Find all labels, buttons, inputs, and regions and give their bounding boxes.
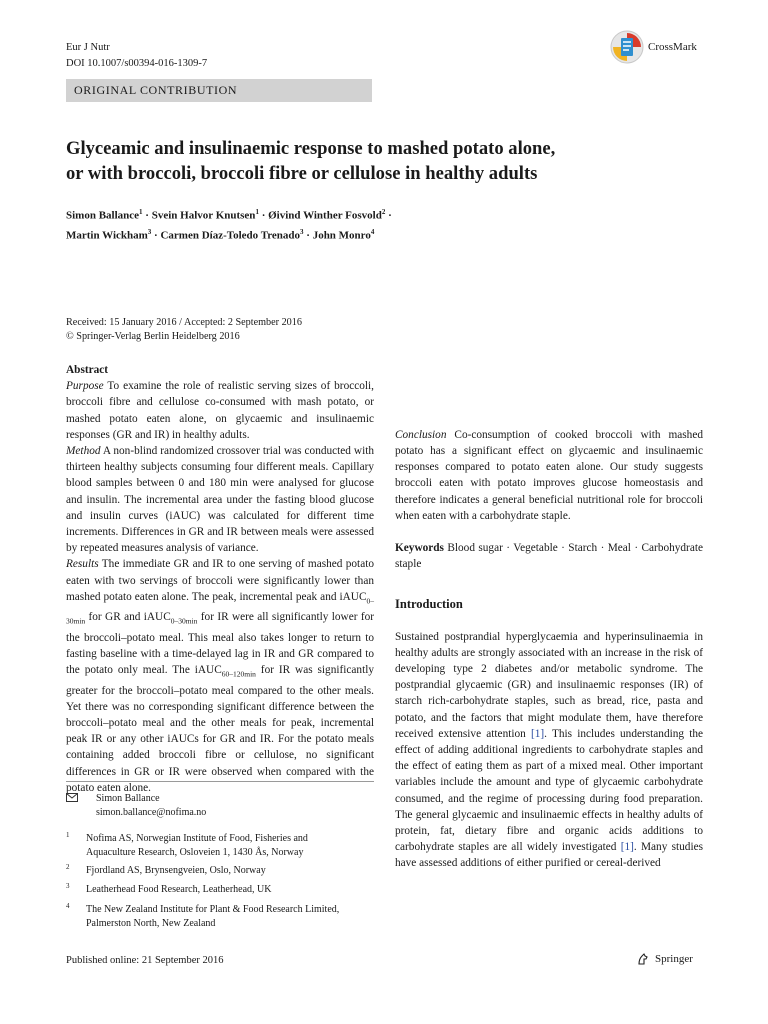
subscript: 60–120min bbox=[221, 669, 256, 679]
abstract-purpose bbox=[66, 378, 374, 443]
introduction-heading: Introduction bbox=[395, 597, 463, 612]
keywords-label: Keywords bbox=[395, 542, 444, 555]
publisher-name: Springer bbox=[655, 953, 693, 965]
copyright: © Springer-Verlag Berlin Heidelberg 2016 bbox=[66, 331, 240, 342]
crossmark-icon bbox=[610, 30, 644, 64]
affiliation-text: Fjordland AS, Brynsengveien, Oslo, Norway bbox=[86, 865, 266, 876]
title-line-2: or with broccoli, broccoli fibre or cellulose in healthy adults bbox=[66, 163, 538, 184]
abstract-heading: Abstract bbox=[66, 364, 109, 376]
author-affiliation-mark: 3 bbox=[300, 227, 304, 236]
method-text: A non-blind randomized crossover trial was conducted with thirteen healthy subjects consuming four different meals. Capillary blood samples between 0 and 180 min were analysed for glucose and insulin. The incremental area under the fasting blood glucose and insulin curves (iAUC) was calculated for different time increments. Differences in GR and IR between meals were assessed by repeated measures analysis of variance. bbox=[66, 445, 375, 555]
results-text: for IR was significantly greater for the broccoli–potato meal compared to the other meals. Yet there was no corresponding significant difference between the broccoli–potato meal and the other meals for peak, incremental peak IR or any other iAUCs for GR and IR. For the potato meals containing added broccoli fibre or cellulose, no significant differences in GR or IR were observed when compared with the potato eaten alone. bbox=[66, 664, 374, 794]
publisher-logo bbox=[636, 952, 693, 966]
article-title bbox=[66, 136, 706, 186]
affiliation-text: Nofima AS, Norwegian Institute of Food, Fisheries and Aquaculture Research, Osloveien 1, 1430 Ås, Norway bbox=[86, 833, 308, 858]
keywords bbox=[395, 540, 703, 572]
author-name[interactable]: Svein Halvor Knutsen bbox=[151, 209, 256, 222]
received-accepted: Received: 15 January 2016 / Accepted: 2 September 2016 bbox=[66, 317, 302, 328]
author-affiliation-mark: 1 bbox=[255, 208, 259, 216]
contact-email[interactable]: simon.ballance@nofima.no bbox=[96, 807, 207, 818]
abstract-continuation-spacer bbox=[395, 362, 703, 427]
results-text: The immediate GR and IR to one serving of mashed potato eaten with two servings of broccoli were significantly lower than mashed potato eaten alone. The peak, incremental peak and iAUC bbox=[66, 558, 374, 603]
published-online: Published online: 21 September 2016 bbox=[66, 955, 224, 966]
conclusion-text: Co-consumption of cooked broccoli with mashed potato has a significant effect on glycaemic and insulinaemic responses compared to potato eaten alone. Our study suggests broccoli eaten with potato improves glucose homeostasis and therefore indicates a general beneficial nutritional role for broccoli when eaten with a carbohydrate staple. bbox=[395, 428, 703, 522]
author-list: Simon Ballance$^1$ · Svein Halvor Knutsen$^1$ · Øivind Winther Fosvold$^2$ · Martin Wickham$^3$ · Carmen Díaz-Toledo Trenado$^3$ · John Monro$^4$ bbox=[66, 208, 392, 242]
author-name[interactable]: Carmen Díaz-Toledo Trenado bbox=[160, 229, 301, 242]
subscript: 0–30min bbox=[170, 616, 198, 626]
keywords-text: Blood sugar · Vegetable · Starch · Meal · Carbohydrate staple bbox=[395, 542, 703, 571]
affiliation-text: The New Zealand Institute for Plant & Food Research Limited, Palmerston North, New Zealand bbox=[86, 904, 340, 929]
mail-icon bbox=[66, 793, 78, 802]
author-name[interactable]: Martin Wickham bbox=[66, 229, 148, 242]
author-affiliation-mark: 4 bbox=[370, 227, 375, 236]
abstract-section bbox=[66, 362, 374, 796]
title-line-1: Glyceamic and insulinaemic response to mashed potato alone, bbox=[66, 138, 556, 159]
journal-name: Eur J Nutr bbox=[66, 42, 110, 53]
footnote-divider bbox=[66, 781, 374, 782]
author-affiliation-mark: 2 bbox=[381, 208, 386, 216]
citation-link[interactable]: [1] bbox=[530, 727, 545, 740]
article-type-banner: ORIGINAL CONTRIBUTION bbox=[66, 79, 372, 102]
crossmark-badge[interactable] bbox=[610, 30, 697, 64]
article-dates bbox=[66, 316, 302, 344]
affiliation-number: 3 bbox=[66, 882, 70, 890]
author-name[interactable]: John Monro bbox=[312, 229, 371, 242]
subscript: 0–30min bbox=[66, 596, 374, 626]
doi[interactable]: DOI 10.1007/s00394-016-1309-7 bbox=[66, 58, 208, 69]
author-name[interactable]: Simon Ballance bbox=[66, 209, 140, 222]
method-label: Method bbox=[66, 445, 101, 458]
springer-horse-icon bbox=[636, 952, 650, 966]
author-affiliation-mark: 1 bbox=[139, 208, 143, 216]
journal-header bbox=[66, 40, 207, 72]
intro-text: . Many studies have assessed additions of either purified or cereal-derived bbox=[395, 841, 703, 870]
citation-link[interactable]: [1] bbox=[620, 841, 634, 854]
author-name[interactable]: Øivind Winther Fosvold bbox=[268, 209, 382, 222]
abstract-conclusion bbox=[395, 427, 703, 524]
introduction-text bbox=[395, 629, 703, 872]
results-label: Results bbox=[66, 558, 99, 571]
results-text: for IR were all significantly lower for the broccoli–potato meal. This meal also takes longer to return to fasting baseline with a time-delayed lag in IR and GR compared to the potato only meal. The iAUC bbox=[66, 611, 374, 677]
abstract-results bbox=[66, 556, 374, 796]
conclusion-label: Conclusion bbox=[395, 428, 447, 441]
affiliation-number: 1 bbox=[66, 831, 70, 839]
affiliation-number: 4 bbox=[66, 902, 70, 910]
contact-name: Simon Ballance bbox=[96, 793, 160, 804]
author-affiliation-mark: 3 bbox=[147, 227, 152, 236]
abstract-method bbox=[66, 443, 374, 556]
crossmark-label: CrossMark bbox=[648, 41, 697, 53]
intro-text: . This includes understanding the effect of adding additional ingredients to carbohydrate staples and the effect of eating them as part of a mixed meal. Other important variables include the amount and type of glycaemic carbohydrate consumed, and the regime of processing during food preparation. The general glycaemic and insulinaemic effects in healthy adults of protein, fat, dietary fibre and organic acids additions to carbohydrate staples are all widely investigated bbox=[395, 727, 704, 854]
purpose-text: To examine the role of realistic serving sizes of broccoli, broccoli fibre and cellulose co-consumed with mash potato, or mashed potato eaten alone, on glycaemic and insulinaemic responses (GR and IR) in healthy adults. bbox=[66, 380, 374, 441]
results-text: for GR and iAUC bbox=[85, 611, 171, 624]
affiliation-text: Leatherhead Food Research, Leatherhead, UK bbox=[86, 884, 272, 895]
purpose-label: Purpose bbox=[66, 380, 104, 393]
intro-text: Sustained postprandial hyperglycaemia and hyperinsulinaemia in healthy adults are strongly associated with an increase in the risk of developing type 2 diabetes and/or metabolic syndrome. The postprandial glycaemic (GR) and insulinaemic responses (IR) of starch rich-carbohydrate staples, such as bread, rice, pasta and potato, and the factors that might modulate them, have therefore received extensive attention bbox=[395, 630, 703, 740]
affiliation-number: 2 bbox=[66, 863, 70, 871]
right-column bbox=[395, 362, 703, 872]
